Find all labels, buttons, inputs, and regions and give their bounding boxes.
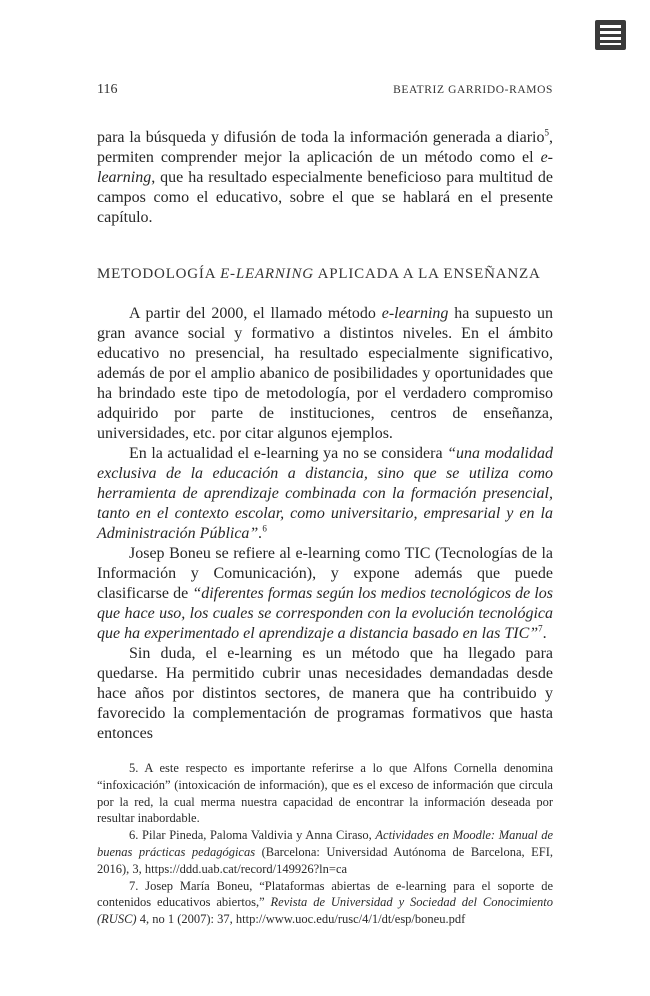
page-number: 116	[97, 82, 118, 97]
text-run: En la actualidad el e-learning ya no se considera	[129, 445, 448, 462]
text-run: Josep Boneu se refiere al e-learning como TIC (Tecnologías de la Información y Comunicación), y expone además que puede clasificarse de	[97, 545, 553, 602]
section-heading	[97, 266, 557, 283]
heading-italic-term: E-LEARNING	[220, 266, 314, 282]
menu-bar	[600, 37, 621, 40]
footnote-ref-7[interactable]: 7	[538, 623, 543, 634]
footnote-7	[97, 878, 553, 928]
heading-run: APLICADA A LA ENSEÑANZA	[313, 266, 541, 282]
text-run: , que ha resultado especialmente beneficioso para multitud de campos como el educativo, sobre el que se hablará en el presente capítulo.	[97, 169, 553, 226]
italic-quote: “diferentes formas según los medios tecnológicos de los que hace uso, los cuales se corresponden con la evolución tecnológica que ha experimentado el aprendizaje a distancia basado en las TIC”	[97, 585, 553, 642]
text-run: .	[542, 625, 547, 642]
footnote-5: 5. A este respecto es importante referirse a lo que Alfons Cornella denomina “infoxicación” (intoxicación de información), que es el exceso de información que circula por la red, la cual merma nuestra capacidad de encontrar la información deseada por resultar inabordable.	[97, 761, 553, 826]
footnote-ref-6[interactable]: 6	[262, 523, 267, 534]
paragraph	[97, 544, 553, 644]
footnote-ref-5[interactable]: 5	[544, 127, 549, 138]
menu-list-icon[interactable]	[595, 20, 626, 50]
paragraph	[97, 304, 553, 444]
text-run: 6. Pilar Pineda, Paloma Valdivia y Anna Ciraso,	[129, 828, 376, 843]
running-head-author: BEATRIZ GARRIDO-RAMOS	[393, 84, 553, 96]
text-run: , permiten comprender mejor la aplicación de un método como el	[97, 129, 553, 166]
heading-run: METODOLOGÍA	[97, 266, 221, 282]
menu-bar	[600, 43, 621, 45]
menu-bar	[600, 31, 621, 34]
italic-term: e-learning	[381, 305, 449, 322]
text-run: A partir del 2000, el llamado método	[129, 305, 382, 322]
text-run: ha supuesto un gran avance social y formativo a distintos niveles. En el ámbito educativo no presencial, ha resultado especialmente significativo, además de por el amplio abanico de posibilidades y oportunidades que ha brindado este tipo de metodología, por el verdadero compromiso adquirido por parte de instituciones, centros de enseñanza, universidades, etc. por citar algunos ejemplos.	[97, 305, 553, 442]
italic-quote: “una modalidad exclusiva de la educación a distancia, sino que se utiliza como herramienta de aprendizaje combinada con la formación presencial, tanto en el contexto escolar, como universitario, empresarial y en la Administración Pública”.	[97, 445, 553, 542]
text-run: para la búsqueda y difusión de toda la información generada a diario	[97, 129, 545, 146]
footnotes	[97, 760, 553, 928]
italic-term: e-learning	[97, 149, 553, 186]
text-run: 7. Josep María Boneu, “Plataformas abiertas de e-learning para el soporte de contenidos educativos abiertos,”	[97, 878, 553, 910]
text-run: (Barcelona: Universidad Autónoma de Barcelona, EFI, 2016), 3, https://ddd.uab.cat/record/149926?ln=ca	[97, 844, 553, 876]
paragraph	[97, 128, 553, 228]
running-head	[97, 82, 553, 98]
body-text-main	[97, 304, 553, 744]
footnote-6	[97, 827, 553, 877]
text-run: 4, no 1 (2007): 37, http://www.uoc.edu/rusc/4/1/dt/esp/boneu.pdf	[136, 912, 466, 927]
body-text-top	[97, 128, 553, 228]
menu-bar	[600, 25, 621, 28]
italic-title: Revista de Universidad y Sociedad del Conocimiento (RUSC)	[97, 895, 553, 927]
paragraph	[97, 444, 553, 544]
italic-title: Actividades en Moodle: Manual de buenas prácticas pedagógicas	[97, 828, 553, 859]
paragraph: Sin duda, el e-learning es un método que ha llegado para quedarse. Ha permitido cubrir unas necesidades demandadas desde hace años por distintos sectores, de manera que ha contribuido y favorecido la complementación de programas formativos que hasta entonces	[97, 645, 553, 742]
